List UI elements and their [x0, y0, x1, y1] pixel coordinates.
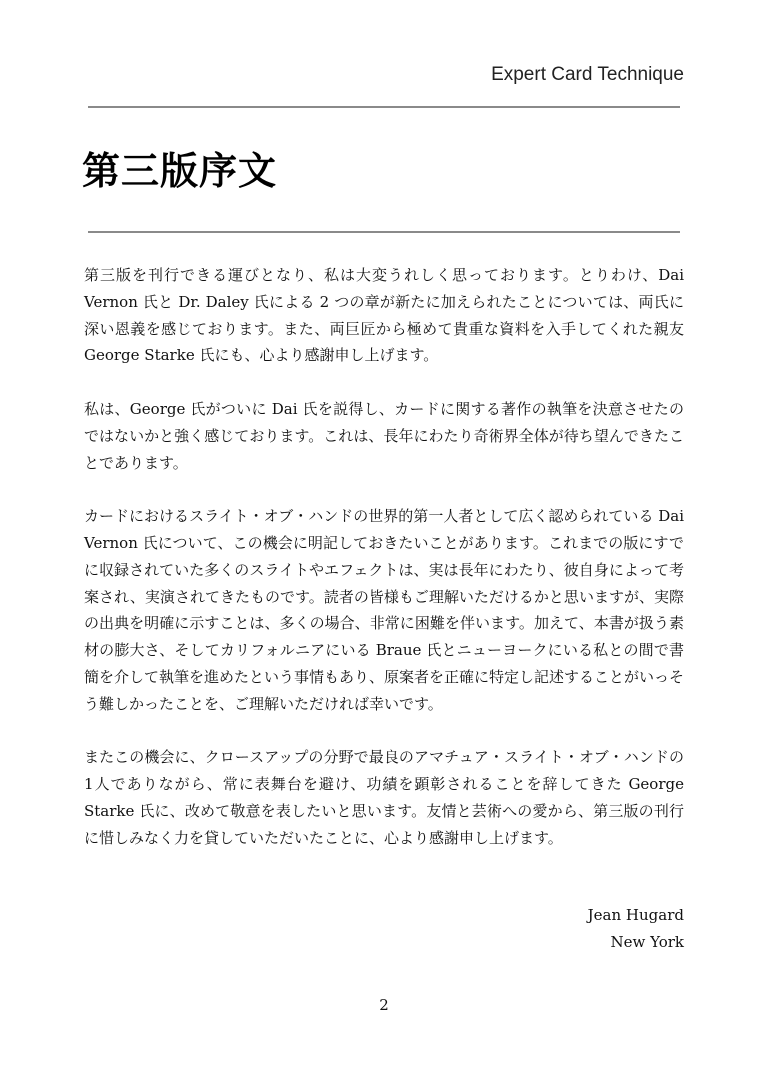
running-header: Expert Card Technique — [491, 64, 684, 85]
signature-block — [384, 902, 684, 956]
page-title: 第三版序文 — [82, 149, 278, 193]
paragraph-3: カードにおけるスライト・オブ・ハンドの世界的第一人者として広く認められている Dai Vernon 氏について、この機会に明記しておきたいことがあります。これまでの版にすでに収録されていた多くのスライトやエフェクトは、実は長年にわたり、彼自身によって考案され、実演されてきたものです。読者の皆様もご理解いただけるかと思いますが、実際の出典を明確に示すことは、多くの場合、非常に困難を伴います。加えて、本書が扱う素材の膨大さ、そしてカリフォルニアにいる Braue 氏とニューヨークにいる私との間で書簡を介して執筆を進めたという事情もあり、原案者を正確に特定し記述することがいっそう難しかったことを、ご理解いただければ幸いです。 — [84, 507, 685, 713]
title-divider — [88, 231, 680, 233]
page-number: 2 — [379, 996, 389, 1014]
paragraph-1: 第三版を刊行できる運びとなり、私は大変うれしく思っております。とりわけ、Dai Vernon 氏と Dr. Daley 氏による 2 つの章が新たに加えられたことについては、両氏に深い恩義を感じております。また、両巨匠から極めて貴重な資料を入手してくれた親友 George Starke 氏にも、心より感謝申し上げます。 — [84, 266, 684, 365]
paragraph-2: 私は、George 氏がついに Dai 氏を説得し、カードに関する著作の執筆を決意させたのではないかと強く感じております。これは、長年にわたり奇術界全体が待ち望んできたことであります。 — [84, 399, 684, 472]
author-place: New York — [610, 932, 684, 951]
header-divider — [88, 106, 680, 108]
preface-body — [84, 262, 684, 878]
author-name: Jean Hugard — [587, 906, 684, 924]
paragraph-4: またこの機会に、クロースアップの分野で最良のアマチュア・スライト・オブ・ハンドの1人でありながら、常に表舞台を避け、功績を顕彰されることを辞してきた George Starke 氏に、改めて敬意を表したいと思います。友情と芸術への愛から、第三版の刊行に惜しみなく力を貸していただいたことに、心より感謝申し上げます。 — [84, 748, 684, 847]
